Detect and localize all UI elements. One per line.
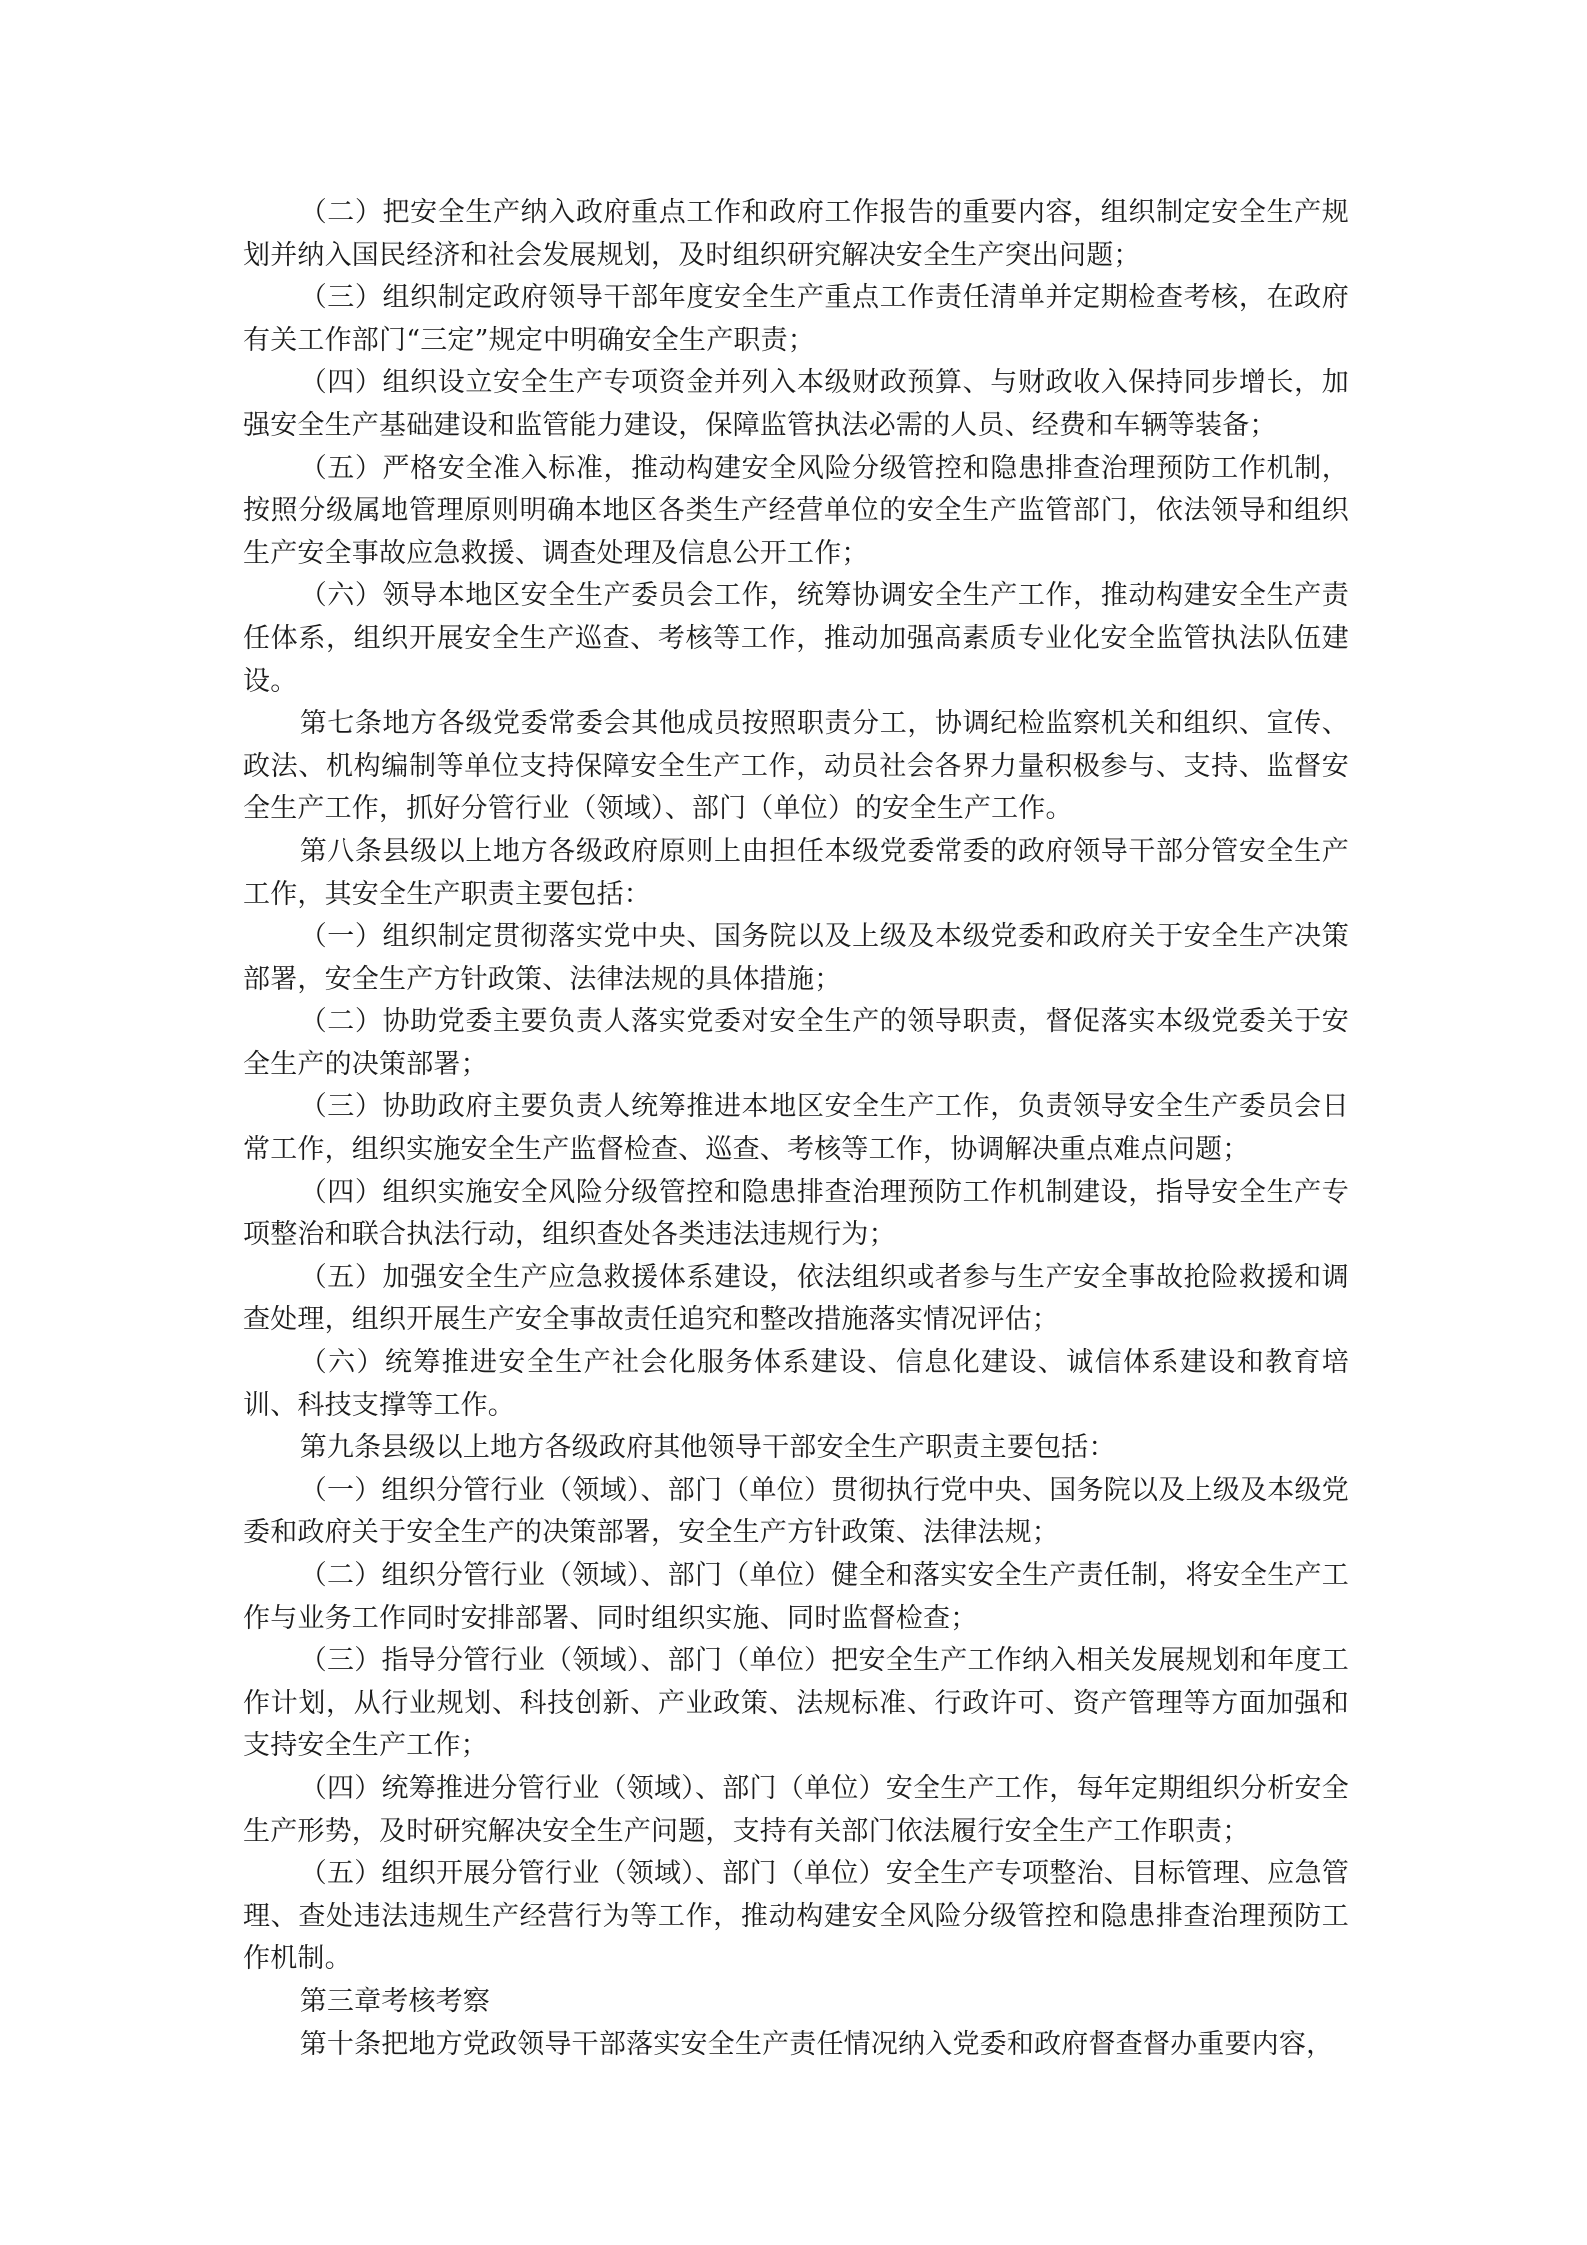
paragraph-item-3-of-article-6: （三）组织制定政府领导干部年度安全生产重点工作责任清单并定期检查考核，在政府有关工作部门“三定”规定中明确安全生产职责；: [243, 282, 1349, 356]
paragraph-item-5-of-article-9: （五）组织开展分管行业（领域）、部门（单位）安全生产专项整治、目标管理、应急管理、查处违法违规生产经营行为等工作，推动构建安全风险分级管控和隐患排查治理预防工作机制。: [243, 1858, 1349, 1975]
paragraph-item-6-of-article-6: （六）领导本地区安全生产委员会工作，统筹协调安全生产工作，推动构建安全生产责任体系，组织开展安全生产巡查、考核等工作，推动加强高素质专业化安全监管执法队伍建设。: [243, 580, 1349, 697]
paragraph-article-9: 第九条县级以上地方各级政府其他领导干部安全生产职责主要包括：: [299, 1432, 1116, 1464]
paragraph-item-4-of-article-9: （四）统筹推进分管行业（领域）、部门（单位）安全生产工作，每年定期组织分析安全生产形势，及时研究解决安全生产问题，支持有关部门依法履行安全生产工作职责；: [243, 1772, 1349, 1847]
paragraph-item-1-of-article-8: （一）组织制定贯彻落实党中央、国务院以及上级及本级党委和政府关于安全生产决策部署，安全生产方针政策、法律法规的具体措施；: [243, 921, 1349, 995]
paragraph-item-2-of-article-8: （二）协助党委主要负责人落实党委对安全生产的领导职责，督促落实本级党委关于安全生产的决策部署；: [243, 1006, 1349, 1080]
paragraph-item-3-of-article-8: （三）协助政府主要负责人统筹推进本地区安全生产工作，负责领导安全生产委员会日常工作，组织实施安全生产监督检查、巡查、考核等工作，协调解决重点难点问题；: [243, 1091, 1349, 1166]
paragraph-article-7: 第七条地方各级党委常委会其他成员按照职责分工，协调纪检监察机关和组织、宣传、政法、机构编制等单位支持保障安全生产工作，动员社会各界力量积极参与、支持、监督安全生产工作，抓好分管行业（领域）、部门（单位）的安全生产工作。: [243, 708, 1349, 825]
document-body: [243, 192, 1349, 2066]
paragraph-item-4-of-article-8: （四）组织实施安全风险分级管控和隐患排查治理预防工作机制建设，指导安全生产专项整治和联合执法行动，组织查处各类违法违规行为；: [243, 1176, 1349, 1251]
paragraph-item-2-of-article-6: （二）把安全生产纳入政府重点工作和政府工作报告的重要内容，组织制定安全生产规划并纳入国民经济和社会发展规划，及时组织研究解决安全生产突出问题；: [243, 197, 1349, 271]
paragraph-item-5-of-article-6: （五）严格安全准入标准，推动构建安全风险分级管控和隐患排查治理预防工作机制，按照分级属地管理原则明确本地区各类生产经营单位的安全生产监管部门，依法领导和组织生产安全事故应急救援、调查处理及信息公开工作；: [243, 452, 1349, 569]
paragraph-article-10: 第十条把地方党政领导干部落实安全生产责任情况纳入党委和政府督查督办重要内容，: [299, 2028, 1334, 2060]
paragraph-item-3-of-article-9: （三）指导分管行业（领域）、部门（单位）把安全生产工作纳入相关发展规划和年度工作计划，从行业规划、科技创新、产业政策、法规标准、行政许可、资产管理等方面加强和支持安全生产工作；: [243, 1645, 1349, 1762]
paragraph-item-5-of-article-8: （五）加强安全生产应急救援体系建设，依法组织或者参与生产安全事故抢险救援和调查处理，组织开展生产安全事故责任追究和整改措施落实情况评估；: [243, 1261, 1349, 1336]
paragraph-article-8: 第八条县级以上地方各级政府原则上由担任本级党委常委的政府领导干部分管安全生产工作，其安全生产职责主要包括：: [243, 835, 1349, 910]
paragraph-item-4-of-article-6: （四）组织设立安全生产专项资金并列入本级财政预算、与财政收入保持同步增长，加强安全生产基础建设和监管能力建设，保障监管执法必需的人员、经费和车辆等装备；: [243, 367, 1349, 441]
paragraph-item-6-of-article-8: （六）统筹推进安全生产社会化服务体系建设、信息化建设、诚信体系建设和教育培训、科技支撑等工作。: [243, 1347, 1349, 1421]
paragraph-item-2-of-article-9: （二）组织分管行业（领域）、部门（单位）健全和落实安全生产责任制，将安全生产工作与业务工作同时安排部署、同时组织实施、同时监督检查；: [243, 1560, 1349, 1634]
chapter-heading: 第三章考核考察: [299, 1985, 491, 2017]
paragraph-item-1-of-article-9: （一）组织分管行业（领域）、部门（单位）贯彻执行党中央、国务院以及上级及本级党委和政府关于安全生产的决策部署，安全生产方针政策、法律法规；: [243, 1474, 1349, 1549]
